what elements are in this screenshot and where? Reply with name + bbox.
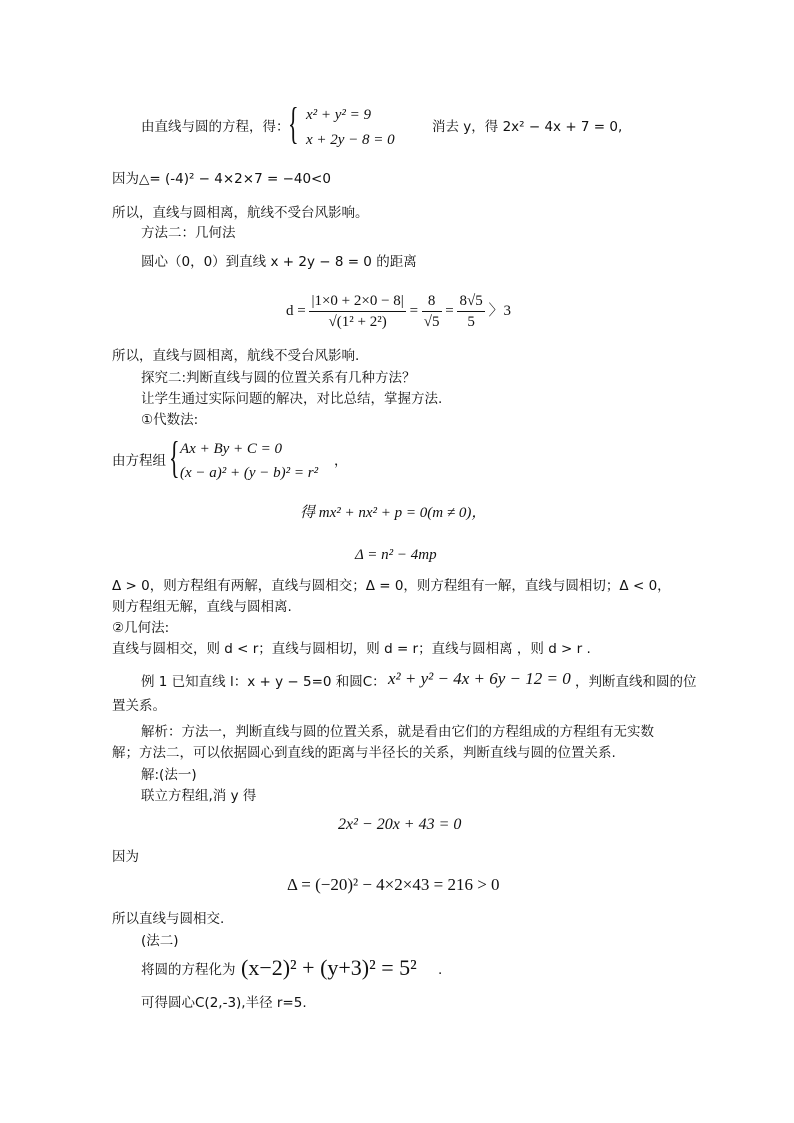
eq-sign-2: =: [445, 302, 454, 319]
distance-intro: 圆心（0，0）到直线 x + 2y − 8 = 0 的距离: [141, 254, 417, 270]
system-comma: ，: [334, 453, 348, 469]
system-label: 由方程组: [112, 453, 166, 469]
delta-line: 因为△= (-4)² − 4×2×7 = −40<0: [112, 171, 331, 187]
conclusion-1: 所以，直线与圆相离，航线不受台风影响。: [112, 205, 369, 221]
method-two-heading: 方法二：几何法: [141, 225, 236, 241]
frac2-den: √5: [423, 314, 440, 330]
general-line-eq: Ax + By + C = 0: [180, 441, 283, 457]
standard-form-period: .: [438, 962, 443, 978]
frac1-num: |1×0 + 2×0 − 8|: [309, 291, 405, 312]
eliminate-text: 消去 y，得 2x² − 4x + 7 = 0,: [432, 119, 623, 135]
intro-text: 由直线与圆的方程，得：: [141, 119, 290, 135]
algebraic-method: ①代数法:: [141, 412, 199, 428]
reduced-quadratic: 2x² − 20x + 43 = 0: [338, 816, 462, 833]
discriminant: Δ = n² − 4mp: [355, 547, 437, 563]
delta-computation: Δ = (−20)² − 4×2×43 = 216 > 0: [287, 875, 500, 894]
general-circle-eq: (x − a)² + (y − b)² = r²: [180, 465, 319, 481]
analysis-2: 解；方法二，可以依据圆心到直线的距离与半径长的关系，判断直线与圆的位置关系.: [112, 745, 616, 761]
center-radius: 可得圆心C(2,-3),半径 r=5.: [141, 995, 307, 1011]
example-1-question-end: 置关系。: [112, 698, 166, 714]
eq-sign-1: =: [409, 302, 419, 319]
solution-combine: 联立方程组,消 y 得: [141, 788, 257, 804]
because-label: 因为: [112, 849, 139, 865]
standard-form-text: 将圆的方程化为: [141, 962, 236, 978]
frac3-den: 5: [467, 314, 475, 330]
explore-two: 探究二:判断直线与圆的位置关系有几种方法？: [141, 370, 416, 386]
eq-line: x + 2y − 8 = 0: [306, 132, 395, 148]
distance-formula: [286, 291, 511, 332]
conclusion-2: 所以，直线与圆相离，航线不受台风影响.: [112, 348, 360, 364]
discriminant-cases: Δ > 0，则方程组有两解，直线与圆相交；Δ = 0，则方程组有一解，直线与圆相切；Δ < 0，: [112, 578, 671, 594]
geometric-method: ②几何法:: [112, 620, 170, 636]
method-2-label: (法二): [141, 933, 179, 949]
frac3-num: 8√5: [457, 291, 484, 312]
student-summary: 让学生通过实际问题的解决，对比总结，掌握方法.: [141, 391, 443, 407]
quadratic-form: 得 mx² + nx² + p = 0(m ≠ 0)，: [300, 505, 487, 521]
solution-method-1: 解:(法一): [141, 767, 197, 783]
conclusion-intersect: 所以直线与圆相交.: [112, 911, 225, 927]
gt-three: 〉3: [488, 302, 511, 319]
brace-2: {: [169, 433, 180, 482]
brace-1: {: [288, 99, 299, 148]
example-1-circle: x² + y² − 4x + 6y − 12 = 0: [388, 669, 571, 688]
example-1-text: 例 1 已知直线 l：x + y − 5=0 和圆C：: [141, 674, 386, 690]
discriminant-cases-2: 则方程组无解，直线与圆相离.: [112, 599, 292, 615]
d-lhs: d =: [286, 302, 306, 319]
frac2-num: 8: [422, 291, 442, 312]
eq-circle: x² + y² = 9: [306, 107, 372, 123]
example-1-question: ，判断直线和圆的位: [575, 674, 697, 690]
analysis-1: 解析：方法一，判断直线与圆的位置关系，就是看由它们的方程组成的方程组有无实数: [141, 724, 654, 740]
geometric-cases: 直线与圆相交，则 d < r；直线与圆相切，则 d = r；直线与圆相离 ，则 d > r .: [112, 641, 591, 657]
standard-form-eq: (x−2)² + (y+3)² = 5²: [241, 955, 417, 980]
frac1-den: √(1² + 2²): [328, 314, 387, 330]
